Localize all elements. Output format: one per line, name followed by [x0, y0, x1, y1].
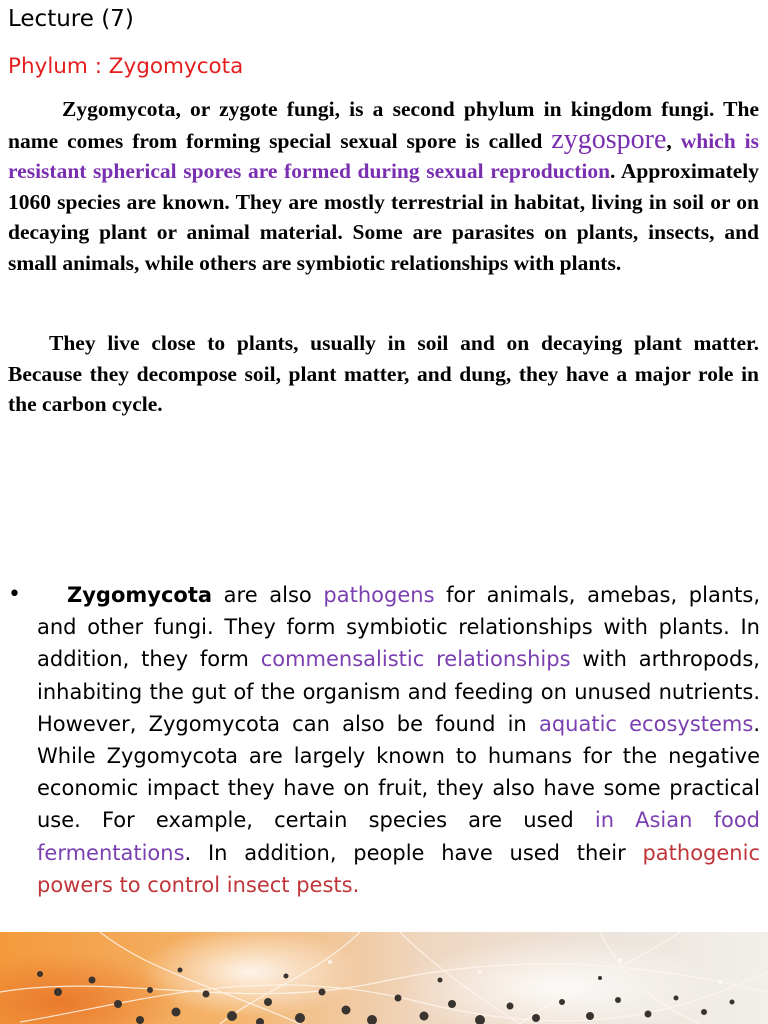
intro-text-2: . Approximately 1060 species are known. They are mostly terrestrial in habitat, living in soil or on decaying plant or animal material. Some are parasites on plants, insects, and small animals, while others are symbiotic relationships with plants.	[8, 159, 759, 275]
commensalistic-highlight: commensalistic relationships	[260, 647, 571, 672]
lecture-title: Lecture (7)	[8, 6, 134, 32]
term-comma: ,	[666, 128, 672, 153]
zygospore-term: zygospore	[551, 123, 667, 155]
bullet-marker: •	[8, 582, 21, 607]
zygospore-definition: which is resistant spherical spores are formed during sexual reproduction	[8, 128, 759, 183]
bullet-text-3: with arthropods, inhabiting the gut of the organism and feeding on unused nutrients. However, Zygomycota can also be found in	[37, 647, 760, 736]
intro-text-1: Zygomycota, or zygote fungi, is a second phylum in kingdom fungi. The name comes from forming special sexual spore is called	[8, 97, 759, 153]
phylum-title: Phylum : Zygomycota	[8, 54, 244, 79]
intro-paragraph	[8, 94, 759, 278]
mold-spores-photo	[0, 932, 768, 1024]
pathogens-highlight: pathogens	[323, 583, 435, 607]
habitat-paragraph: They live close to plants, usually in soil and on decaying plant matter. Because they decompose soil, plant matter, and dung, they have a major role in the carbon cycle.	[8, 331, 759, 416]
bullet-item	[8, 579, 760, 901]
mold-spores-illustration	[0, 932, 768, 1024]
aquatic-highlight: aquatic ecosystems	[538, 711, 754, 736]
fermentation-highlight: in Asian food fermentations	[37, 808, 760, 865]
pest-control-highlight: pathogenic powers to control insect pests.	[37, 840, 760, 897]
bullet-text-4: . While Zygomycota are largely known to humans for the negative economic impact they have on fruit, they also have some practical use. For example, certain species are used	[37, 711, 761, 833]
bullet-term: Zygomycota	[67, 583, 213, 607]
bullet-text	[37, 579, 760, 901]
bullet-text-2: for animals, amebas, plants, and other fungi. They form symbiotic relationships with plants. In addition, they form	[37, 583, 760, 672]
bullet-text-1: are also	[212, 583, 324, 607]
bullet-text-5: . In addition, people have used their	[184, 840, 643, 865]
